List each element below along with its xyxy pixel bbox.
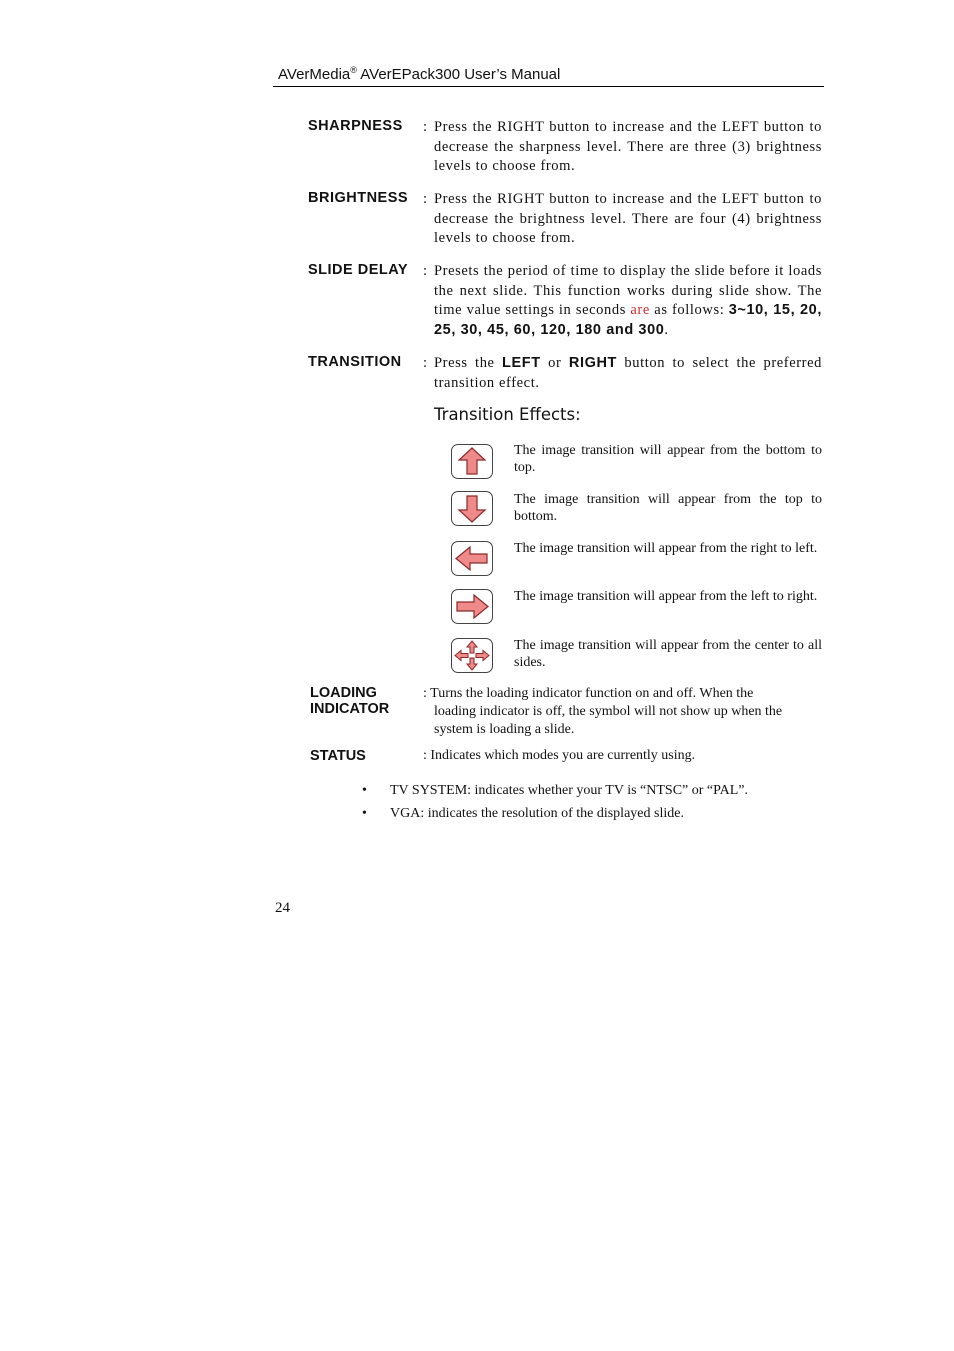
bullet-vga: VGA: indicates the resolution of the displayed slide.: [390, 806, 684, 821]
page-header: [278, 66, 560, 83]
transition-text-2: or: [540, 355, 569, 371]
term-loading-line2: INDICATOR: [310, 701, 390, 717]
bullet-marker: •: [362, 783, 367, 798]
bullet-tv-system: TV SYSTEM: indicates whether your TV is “NTSC” or “PAL”.: [390, 783, 749, 798]
desc-brightness: Press the RIGHT button to increase and the LEFT button to decrease the brightness level. There are four (4) brightness levels to choose from.: [434, 191, 852, 246]
arrow-down-icon: [451, 491, 493, 526]
loading-desc-line1: : Turns the loading indicator function on and off. When the: [423, 686, 754, 701]
slide-delay-period: .: [664, 321, 669, 338]
transition-effects-heading: Transition Effects:: [434, 405, 581, 424]
term-transition: TRANSITION: [308, 354, 402, 370]
effect-text-up: The image transition will appear from the bottom to top.: [514, 443, 822, 475]
effect-text-down: The image transition will appear from the top to bottom.: [514, 492, 822, 524]
slide-delay-text: Presets the period of time to display the slide before it loads the next slide. This function works during slide show. The time value settings in seconds: [434, 263, 822, 318]
arrow-up-icon: [451, 444, 493, 479]
transition-text-1: Press the: [434, 355, 503, 371]
term-brightness: BRIGHTNESS: [308, 190, 409, 206]
header-brand: AVerMedia: [278, 66, 351, 83]
desc-transition: [434, 354, 822, 393]
transition-text-3: button to select the preferred transition effect.: [434, 355, 822, 391]
arrows-all-directions-icon: [451, 638, 493, 673]
slide-delay-values: 3~10, 15, 20, 25, 30, 45, 60, 120, 180 and 300: [434, 302, 822, 338]
colon-sharpness: :: [423, 119, 428, 135]
effect-text-right: The image transition will appear from the left to right.: [514, 589, 818, 604]
bullet-marker: •: [362, 806, 367, 821]
desc-status: : Indicates which modes you are currently using.: [423, 748, 696, 763]
desc-loading-indicator: [423, 685, 823, 739]
arrow-left-icon: [451, 541, 493, 576]
arrow-right-icon: [451, 589, 493, 624]
colon-brightness: :: [423, 191, 428, 207]
term-loading-indicator: [310, 685, 389, 717]
slide-delay-red-word: are: [630, 302, 650, 318]
slide-delay-text-after: as follows:: [649, 302, 729, 318]
effect-text-left: The image transition will appear from the right to left.: [514, 541, 818, 556]
header-rule: [273, 86, 824, 87]
transition-right-key: RIGHT: [568, 355, 617, 371]
registered-mark: ®: [350, 65, 357, 75]
effect-text-all-sides: The image transition will appear from the center to all sides.: [514, 638, 822, 670]
term-status: STATUS: [310, 748, 366, 764]
term-slide-delay: SLIDE DELAY: [308, 262, 409, 278]
header-title: AVerEPack300 User’s Manual: [356, 66, 561, 83]
transition-left-key: LEFT: [502, 355, 541, 371]
colon-slide-delay: :: [423, 263, 428, 279]
loading-desc-rest: loading indicator is off, the symbol will not show up when the system is loading a slide.: [434, 704, 783, 737]
desc-sharpness: Press the RIGHT button to increase and the LEFT button to decrease the sharpness level. There are three (3) brightness levels to choose from.: [434, 119, 822, 174]
page-number: 24: [275, 900, 290, 916]
term-sharpness: SHARPNESS: [308, 118, 403, 134]
term-loading-line1: LOADING: [310, 685, 377, 701]
desc-slide-delay: [434, 262, 822, 340]
colon-transition: :: [423, 355, 428, 371]
